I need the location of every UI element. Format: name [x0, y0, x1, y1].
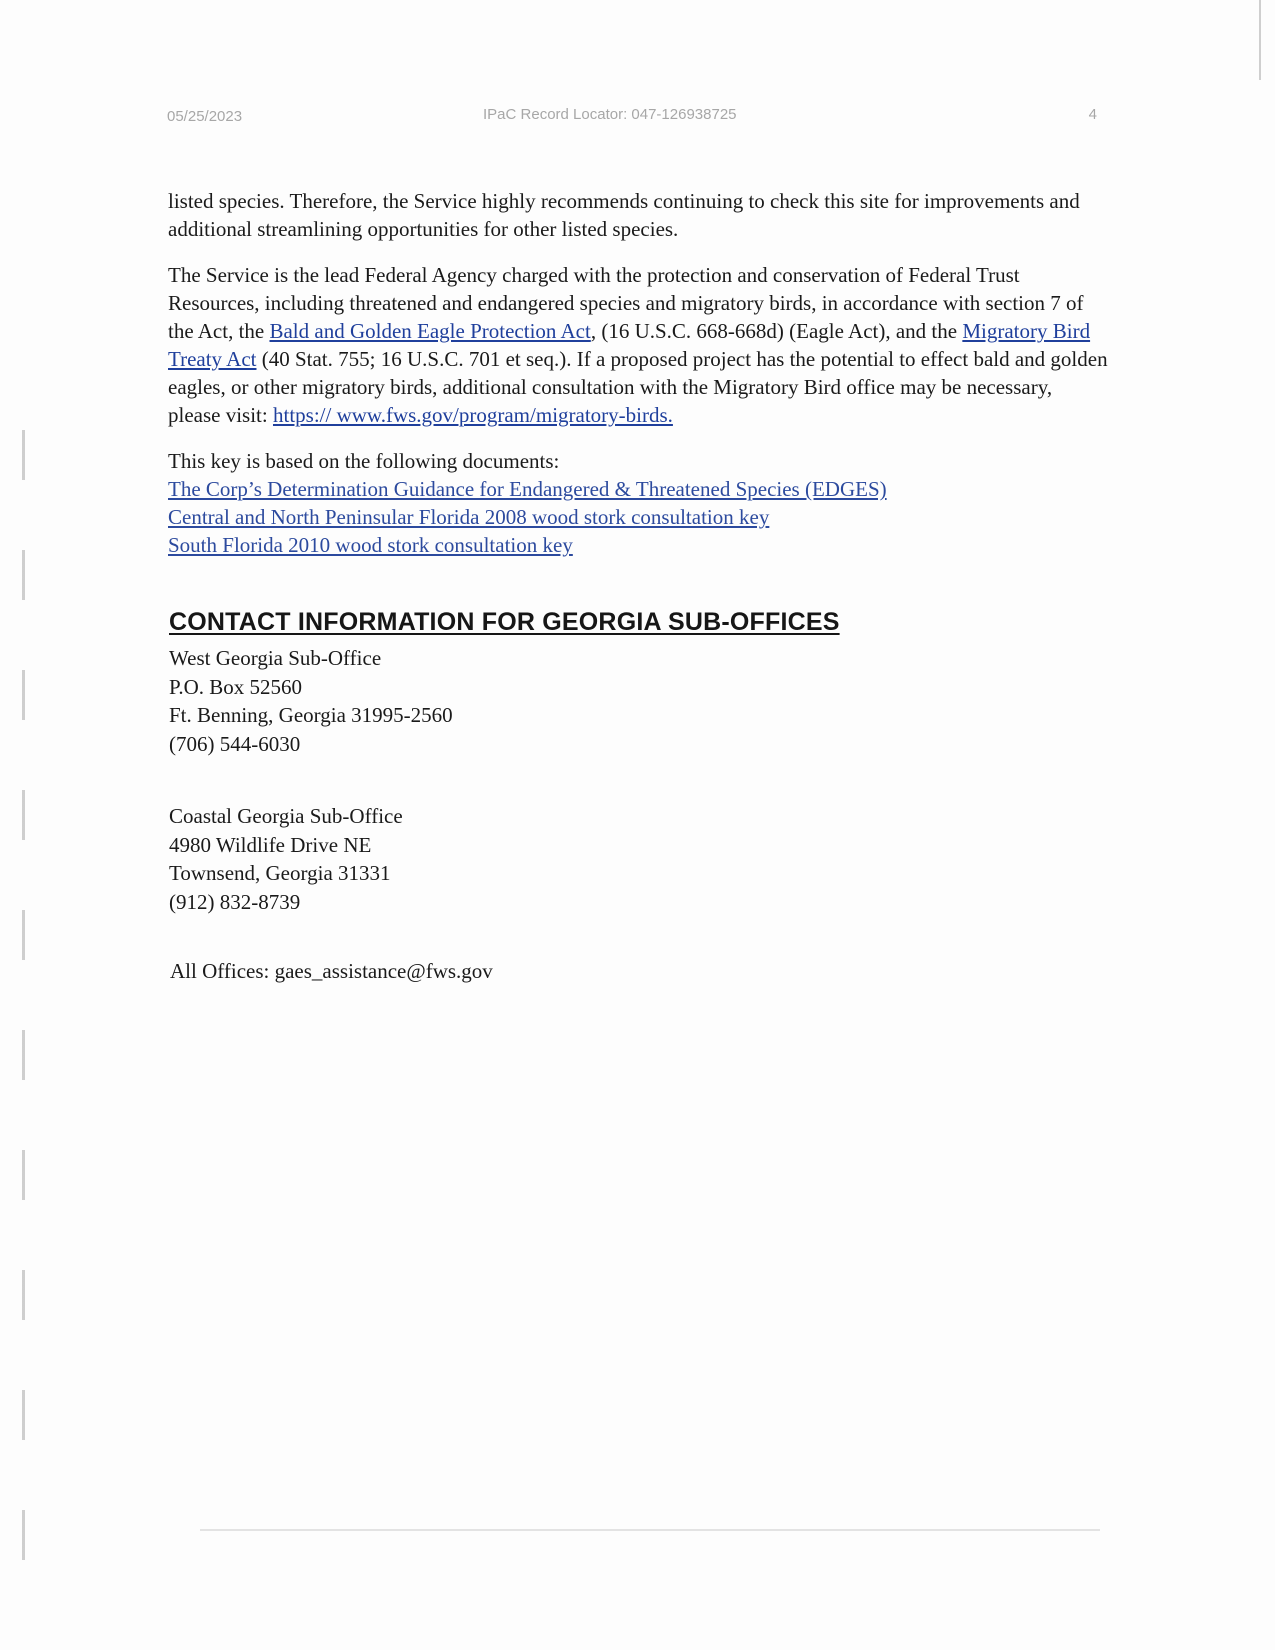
office-address: P.O. Box 52560	[169, 674, 303, 699]
office-name: West Georgia Sub-Office	[169, 646, 382, 670]
document-link-south-florida[interactable]: South Florida 2010 wood stork consultation key	[168, 533, 573, 557]
contact-heading: CONTACT INFORMATION FOR GEORGIA SUB-OFFICES	[169, 608, 840, 636]
header-date: 05/25/2023	[167, 108, 243, 125]
paragraph-text: , (16 U.S.C. 668-668d) (Eagle Act), and the	[590, 319, 963, 343]
documents-list	[168, 475, 1108, 559]
migratory-bird-treaty-link[interactable]: Migratory Bird Treaty Act	[168, 319, 1091, 371]
office-name: Coastal Georgia Sub-Office	[169, 804, 403, 828]
office-west-georgia	[169, 644, 453, 758]
page-header	[167, 108, 1097, 130]
paragraph-documents-intro: This key is based on the following documents:	[168, 449, 560, 473]
document-link-edges[interactable]: The Corp’s Determination Guidance for Endangered & Threatened Species (EDGES)	[168, 477, 887, 501]
header-record-locator: IPaC Record Locator: 047-126938725	[483, 106, 737, 123]
eagle-act-link[interactable]: Bald and Golden Eagle Protection Act	[269, 319, 591, 343]
migratory-birds-url-link[interactable]: https:// www.fws.gov/program/migratory-birds.	[272, 403, 673, 427]
scan-edge-marks	[22, 360, 25, 1560]
office-address: 4980 Wildlife Drive NE	[169, 832, 372, 857]
paragraph-text: (40 Stat. 755; 16 U.S.C. 701 et seq.). If a proposed project has the potential to effect bald and golden eagles, or other migratory birds, additional consultation with the Migratory Bird office may be necessary, please visit:	[168, 347, 1108, 427]
office-phone: (706) 544-6030	[169, 731, 301, 756]
header-page-number: 4	[1088, 106, 1097, 123]
paragraph-listed-species: listed species. Therefore, the Service highly recommends continuing to check this site for improvements and additional streamlining opportunities for other listed species.	[168, 189, 1080, 241]
paragraph-text: The Service is the lead Federal Agency charged with the protection and conservation of Federal Trust Resources, including threatened and endangered species and migratory birds, in accordance with section 7 of the Act, the	[168, 263, 1084, 343]
office-city: Townsend, Georgia 31331	[169, 861, 391, 885]
paragraph-lead-agency	[168, 261, 1108, 429]
office-phone: (912) 832-8739	[169, 889, 301, 914]
document-body	[168, 187, 1108, 559]
office-city: Ft. Benning, Georgia 31995-2560	[169, 703, 453, 727]
footer-rule	[200, 1529, 1100, 1531]
office-coastal-georgia	[169, 802, 403, 916]
document-link-central-north-florida[interactable]: Central and North Peninsular Florida 2008 wood stork consultation key	[168, 505, 770, 529]
scan-edge-mark-right	[1259, 0, 1261, 80]
all-offices-email: All Offices: gaes_assistance@fws.gov	[170, 959, 493, 983]
